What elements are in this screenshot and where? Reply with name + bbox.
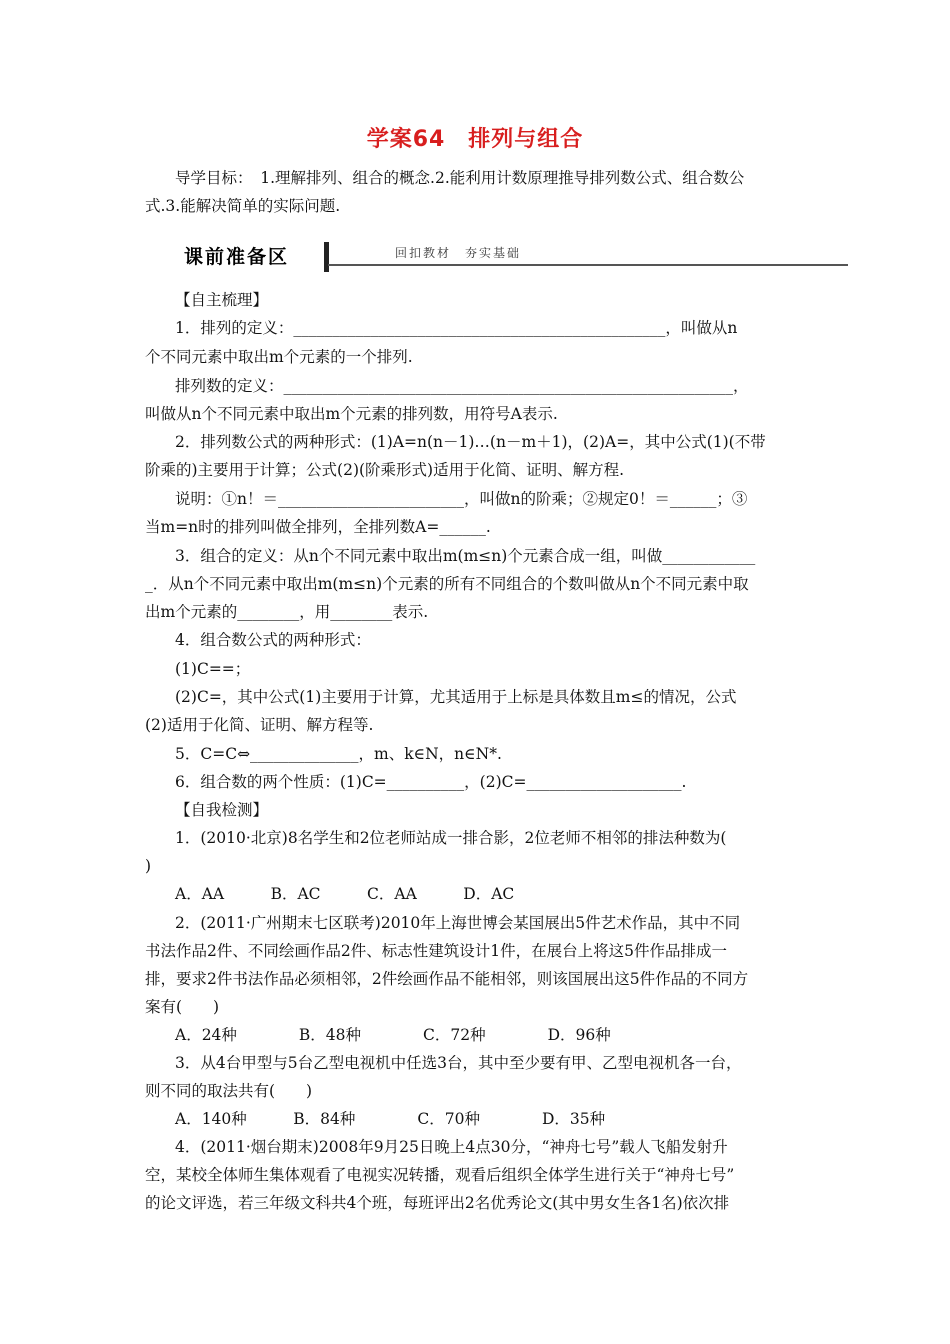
text-line: (2)C=，其中公式(1)主要用于计算，尤其适用于上标是具体数且m≤的情况，公式 — [175, 688, 737, 706]
text-line: 出m个元素的________，用________表示. — [145, 603, 429, 621]
text-line: _．从n个不同元素中取出m(m≤n)个元素的所有不同组合的个数叫做从n个不同元素中取 — [145, 575, 749, 593]
page-title: 学案64 排列与组合 — [366, 127, 584, 152]
text-line: 3．从4台甲型与5台乙型电视机中任选3台，其中至少要有甲、乙型电视机各一台， — [175, 1054, 742, 1072]
text-line: 4．组合数公式的两种形式： — [175, 631, 371, 649]
text-line: 1．排列的定义：________________________________________________，叫做从n — [175, 319, 738, 337]
text-line: ) — [145, 857, 152, 875]
text-line: 当m=n时的排列叫做全排列，全排列数A=______. — [145, 518, 491, 536]
text-line: (2)适用于化简、证明、解方程等. — [145, 716, 374, 734]
text-line: A．24种 B．48种 C．72种 D．96种 — [175, 1026, 611, 1044]
banner-subtitle: 回扣教材 夯实基础 — [395, 246, 522, 260]
text-line: 个不同元素中取出m个元素的一个排列. — [145, 348, 413, 366]
text-line: 说明：①n！＝________________________，叫做n的阶乘；②规定0！＝______；③ — [175, 490, 748, 508]
text-line: 6．组合数的两个性质：(1)C=__________，(2)C=____________________. — [175, 773, 687, 791]
text-line: A．AA B．AC C．AA D．AC — [175, 885, 515, 903]
text-line: 则不同的取法共有( ) — [145, 1082, 313, 1100]
text-line: 3．组合的定义：从n个不同元素中取出m(m≤n)个元素合成一组，叫做____________ — [175, 547, 756, 565]
text-line: (1)C==； — [175, 660, 251, 678]
text-line: 书法作品2件、不同绘画作品2件、标志性建筑设计1件，在展台上将这5件作品排成一 — [145, 942, 727, 960]
text-line: 4．(2011·烟台期末)2008年9月25日晚上4点30分，“神舟七号”载人飞船发射升 — [175, 1138, 728, 1156]
text-line: 排，要求2件书法作品必须相邻，2件绘画作品不能相邻，则该国展出这5件作品的不同方 — [145, 970, 749, 988]
banner-rule — [328, 264, 848, 266]
text-line: 5．C=C⇔______________，m、k∈N，n∈N*. — [175, 745, 502, 763]
text-line: 【自主梳理】 — [175, 291, 269, 309]
text-line: 2．排列数公式的两种形式：(1)A=n(n－1)…(n－m＋1)，(2)A=，其中公式(1)(不带 — [175, 433, 766, 451]
section-banner — [180, 240, 850, 276]
text-line: 1．(2010·北京)8名学生和2位老师站成一排合影，2位老师不相邻的排法种数为( — [175, 829, 727, 847]
text-line: 排列数的定义：__________________________________________________________， — [175, 377, 749, 395]
banner-label: 课前准备区 — [180, 242, 329, 272]
text-line: 阶乘的)主要用于计算；公式(2)(阶乘形式)适用于化简、证明、解方程. — [145, 461, 625, 479]
text-line: 案有( ) — [145, 998, 220, 1016]
goal-line-1: 导学目标： 1.理解排列、组合的概念.2.能利用计数原理推导排列数公式、组合数公 — [175, 169, 745, 187]
goal-line-2: 式.3.能解决简单的实际问题. — [145, 197, 341, 215]
text-line: 的论文评选，若三年级文科共4个班，每班评出2名优秀论文(其中男女生各1名)依次排 — [145, 1194, 730, 1212]
text-line: 2．(2011·广州期末七区联考)2010年上海世博会某国展出5件艺术作品，其中不同 — [175, 914, 741, 932]
text-line: A．140种 B．84种 C．70种 D．35种 — [175, 1110, 606, 1128]
text-line: 叫做从n个不同元素中取出m个元素的排列数，用符号A表示. — [145, 405, 558, 423]
text-line: 【自我检测】 — [175, 801, 269, 819]
text-line: 空，某校全体师生集体观看了电视实况转播，观看后组织全体学生进行关于“神舟七号” — [145, 1166, 735, 1184]
